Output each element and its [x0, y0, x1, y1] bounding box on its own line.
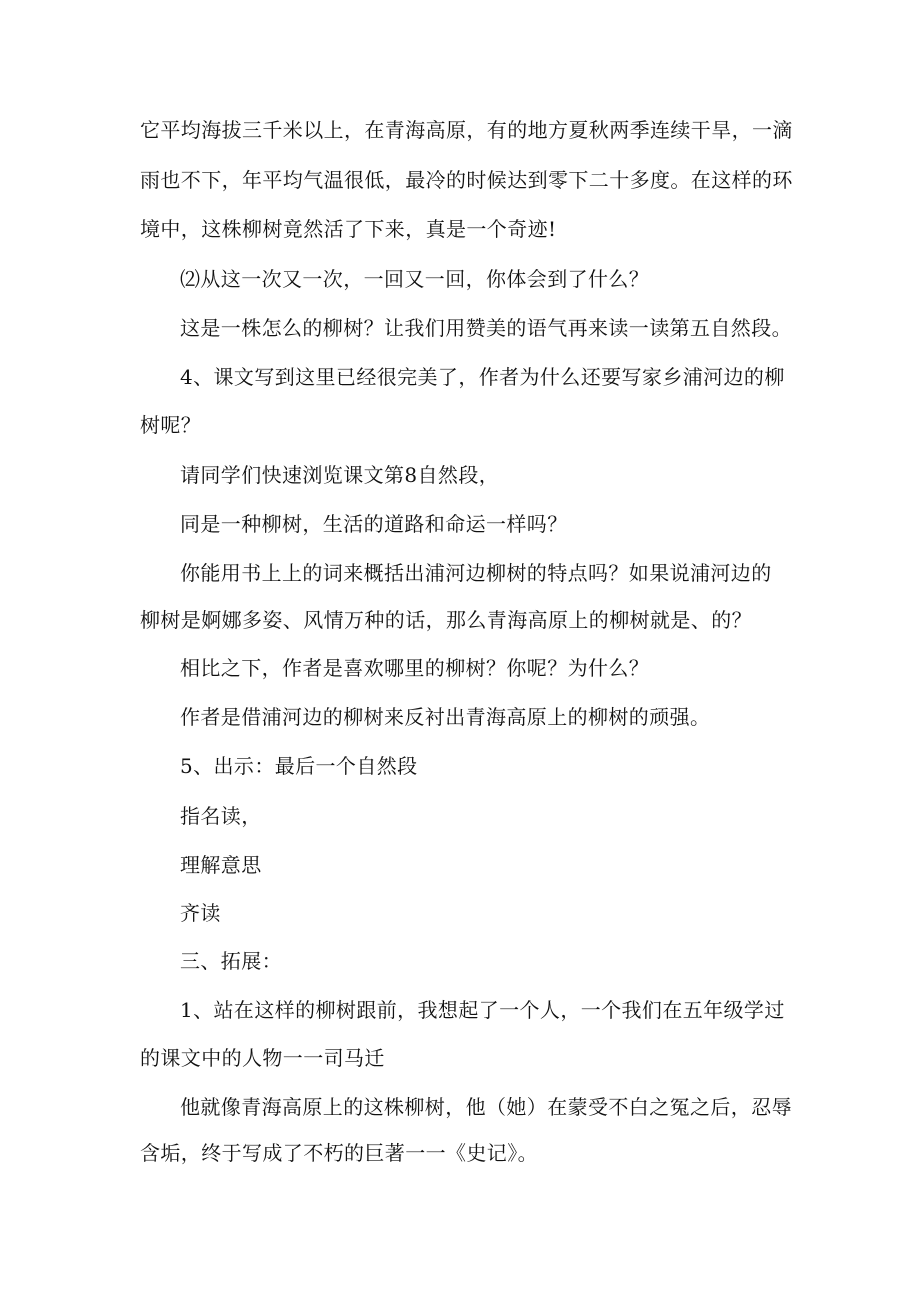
text-line-12: 相比之下，作者是喜欢哪里的柳树？你呢？为什么？ — [180, 656, 650, 680]
text-line-9: 同是一种柳树，生活的道路和命运一样吗？ — [180, 512, 568, 536]
text-line-22: 含垢，终于写成了不朽的巨著一一《史记》。 — [140, 1141, 538, 1165]
text-line-4: ⑵从这一次又一次，一回又一回，你体会到了什么？ — [180, 267, 650, 291]
text-line-18: 三、拓展： — [180, 949, 282, 973]
text-line-5: 这是一株怎么的柳树？让我们用赞美的语气再来读一读第五自然段。 — [180, 316, 792, 340]
text-line-15: 指名读， — [180, 804, 262, 828]
text-line-6: 4、课文写到这里已经很完美了，作者为什么还要写家乡浦河边的柳 — [180, 365, 785, 389]
text-line-17: 齐读 — [180, 901, 221, 925]
text-line-14: 5、出示：最后一个自然段 — [180, 754, 418, 778]
text-line-16: 理解意思 — [180, 853, 262, 877]
text-line-2: 雨也不下，年平均气温很低，最冷的时候达到零下二十多度。在这样的环 — [140, 168, 793, 192]
text-line-3: 境中，这株柳树竟然活了下来，真是一个奇迹! — [140, 217, 557, 241]
text-line-11: 柳树是婀娜多姿、风情万种的话，那么青海高原上的柳树就是、的？ — [140, 608, 752, 632]
text-line-10: 你能用书上上的词来概括出浦河边柳树的特点吗？如果说浦河边的 — [180, 561, 772, 585]
text-line-1: 它平均海拔三千米以上，在青海高原，有的地方夏秋两季连续干旱，一滴 — [140, 118, 793, 142]
text-line-20: 的课文中的人物一一司马迁 — [140, 1046, 385, 1070]
text-line-19: 1、站在这样的柳树跟前，我想起了一个人，一个我们在五年级学过 — [180, 998, 785, 1022]
text-line-13: 作者是借浦河边的柳树来反衬出青海高原上的柳树的顽强。 — [180, 705, 711, 729]
text-line-21: 他就像青海高原上的这株柳树，他（她）在蒙受不白之冤之后，忍辱 — [180, 1095, 792, 1119]
text-line-8: 请同学们快速浏览课文第8自然段， — [180, 463, 500, 487]
text-line-7: 树呢？ — [140, 413, 202, 437]
